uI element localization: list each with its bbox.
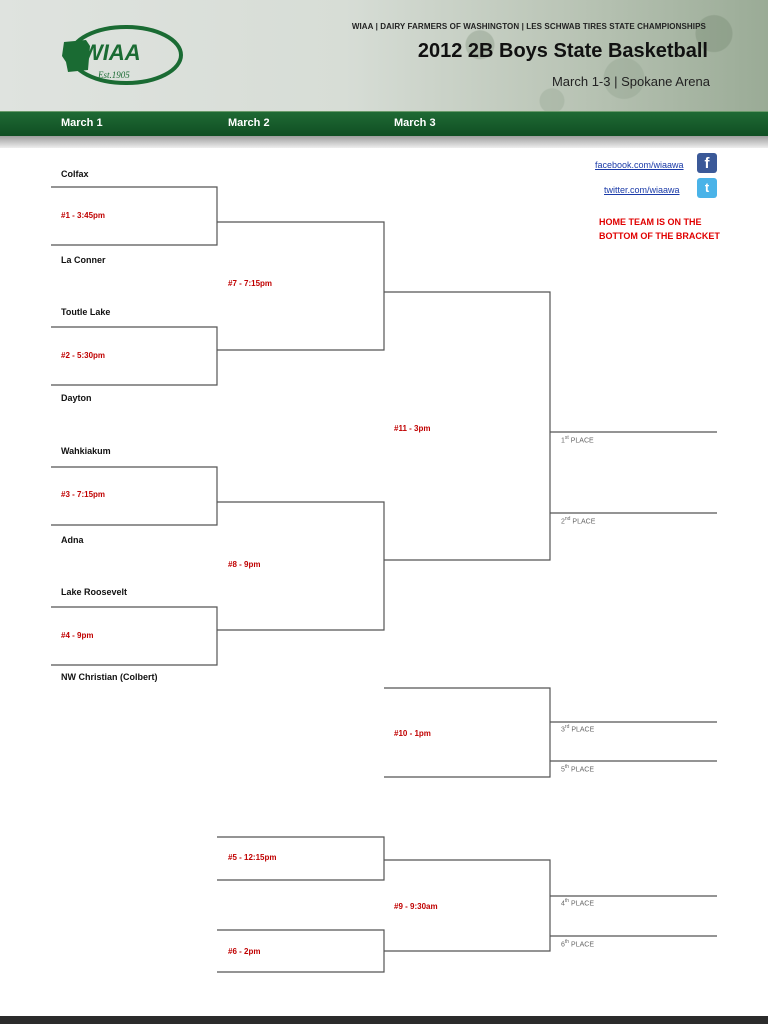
place-4th: 4th PLACE — [561, 898, 594, 908]
sponsor-line: WIAA | DAIRY FARMERS OF WASHINGTON | LES SCHWAB TIRES STATE CHAMPIONSHIPS — [351, 22, 706, 31]
logo-wordmark: WIAA — [82, 40, 141, 65]
date-march-2: March 2 — [228, 117, 270, 129]
game-1-label: #1 - 3:45pm — [61, 211, 106, 220]
page-title: 2012 2B Boys State Basketball — [417, 40, 708, 62]
game-6-label: #6 - 2pm — [228, 947, 261, 956]
team-adna: Adna — [61, 535, 84, 545]
team-dayton: Dayton — [61, 393, 92, 403]
game-7-label: #7 - 7:15pm — [228, 279, 273, 288]
game-5-label: #5 - 12:15pm — [228, 853, 277, 862]
team-nw-christian: NW Christian (Colbert) — [61, 672, 158, 682]
game-11-label: #11 - 3pm — [394, 424, 431, 433]
home-team-notice — [599, 215, 720, 243]
twitter-icon[interactable]: t — [697, 178, 717, 198]
team-lake-roosevelt: Lake Roosevelt — [61, 587, 128, 597]
game-8-label: #8 - 9pm — [228, 560, 261, 569]
game-10-label: #10 - 1pm — [394, 729, 431, 738]
date-march-1: March 1 — [61, 117, 103, 129]
game-3-label: #3 - 7:15pm — [61, 490, 106, 499]
team-wahkiakum: Wahkiakum — [61, 446, 111, 456]
place-3rd: 3rd PLACE — [561, 724, 595, 734]
team-toutle-lake: Toutle Lake — [61, 307, 111, 317]
game-4-label: #4 - 9pm — [61, 631, 94, 640]
facebook-icon[interactable]: f — [697, 153, 717, 173]
notice-line-2: BOTTOM OF THE BRACKET — [599, 231, 720, 241]
date-march-3: March 3 — [394, 117, 436, 129]
twitter-link[interactable]: twitter.com/wiaawa — [604, 185, 680, 195]
place-2nd: 2nd PLACE — [561, 516, 596, 526]
place-6th: 6th PLACE — [561, 939, 594, 949]
game-2-label: #2 - 5:30pm — [61, 351, 106, 360]
footer-bar — [0, 1016, 768, 1024]
place-1st: 1st PLACE — [561, 435, 594, 445]
facebook-link[interactable]: facebook.com/wiaawa — [595, 160, 684, 170]
page-subtitle: March 1-3 | Spokane Arena — [551, 74, 710, 89]
team-la-conner: La Conner — [61, 255, 106, 265]
game-9-label: #9 - 9:30am — [394, 902, 438, 911]
notice-line-1: HOME TEAM IS ON THE — [599, 217, 702, 227]
team-colfax: Colfax — [61, 169, 89, 179]
logo-established: Est.1905 — [98, 70, 130, 80]
place-5th: 5th PLACE — [561, 764, 594, 774]
